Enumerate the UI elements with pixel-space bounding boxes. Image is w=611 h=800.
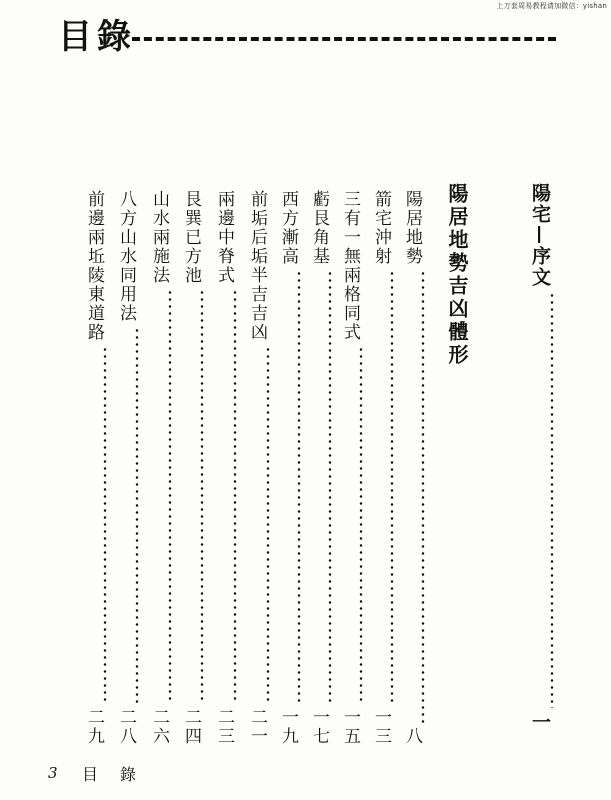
toc-entry-page: 一九 xyxy=(278,708,298,746)
toc-entry[interactable] xyxy=(338,190,363,746)
toc-entry-title: 兩邊中脊式 xyxy=(214,190,234,285)
toc-entry-title: 山水兩施法 xyxy=(149,190,169,285)
toc-entry-title: 艮巽已方池 xyxy=(181,190,201,285)
dot-leader xyxy=(328,270,332,704)
toc-entry-title: 箭宅沖射 xyxy=(371,190,391,266)
dot-leader xyxy=(135,327,139,704)
toc-entry[interactable] xyxy=(369,190,394,746)
footer-page-number: 3 xyxy=(48,764,58,782)
toc-entry-page: 一三 xyxy=(371,708,391,746)
toc-entry[interactable] xyxy=(307,190,332,746)
toc-entry[interactable] xyxy=(212,190,237,746)
toc-entry-title: 前垢后垢半吉吉凶 xyxy=(247,190,267,342)
toc-entry-page: 二六 xyxy=(149,708,169,746)
toc-entry-title: 八方山水同用法 xyxy=(116,190,136,323)
dot-leader xyxy=(200,289,204,704)
toc-entry-page: 二一 xyxy=(247,708,267,746)
toc-entry[interactable] xyxy=(179,190,204,746)
toc-entry-title: 陽居地勢 xyxy=(402,190,422,266)
toc-entry-title: 虧艮角基 xyxy=(309,190,329,266)
toc-entry[interactable] xyxy=(245,190,270,746)
page-title: 目錄 xyxy=(58,17,136,57)
dot-leader xyxy=(421,270,425,723)
toc-entry-title: 三有一無兩格同式 xyxy=(340,190,360,342)
toc-part-title: 陽宅—序文 xyxy=(529,183,551,288)
section-heading: 陽居地勢吉凶體形 xyxy=(445,183,469,367)
toc-entry-title: 西方漸高 xyxy=(278,190,298,266)
toc-part-preface[interactable] xyxy=(527,183,554,733)
toc-entry-title: 前邊兩坵陵東道路 xyxy=(84,190,104,342)
toc-entry-page: 一七 xyxy=(309,708,329,746)
dot-leader xyxy=(390,270,394,704)
dot-leader xyxy=(233,289,237,704)
dot-leader xyxy=(103,346,107,704)
toc-entry-page: 二八 xyxy=(116,708,136,746)
dot-leader xyxy=(266,346,270,704)
footer-label: 目錄 xyxy=(82,765,159,784)
toc-entry-page: 一五 xyxy=(340,708,360,746)
dot-leader xyxy=(297,270,301,704)
toc-entry-page: 八 xyxy=(402,727,422,746)
title-rule xyxy=(132,37,556,41)
toc-entry[interactable] xyxy=(147,190,172,746)
toc-entry-page: 二四 xyxy=(181,708,201,746)
toc-entry-page: 二九 xyxy=(84,708,104,746)
watermark-text: 上万套周易教程请加微信：yishan xyxy=(496,2,607,10)
toc-entry[interactable] xyxy=(82,190,107,746)
dot-leader xyxy=(168,289,172,704)
toc-entry[interactable] xyxy=(114,190,139,746)
toc-entry[interactable] xyxy=(276,190,301,746)
dot-leader xyxy=(550,292,554,708)
dot-leader xyxy=(359,346,363,704)
toc-entry[interactable] xyxy=(400,190,425,746)
toc-entry-page: 二三 xyxy=(214,708,234,746)
toc-part-page: 一 xyxy=(529,712,551,733)
